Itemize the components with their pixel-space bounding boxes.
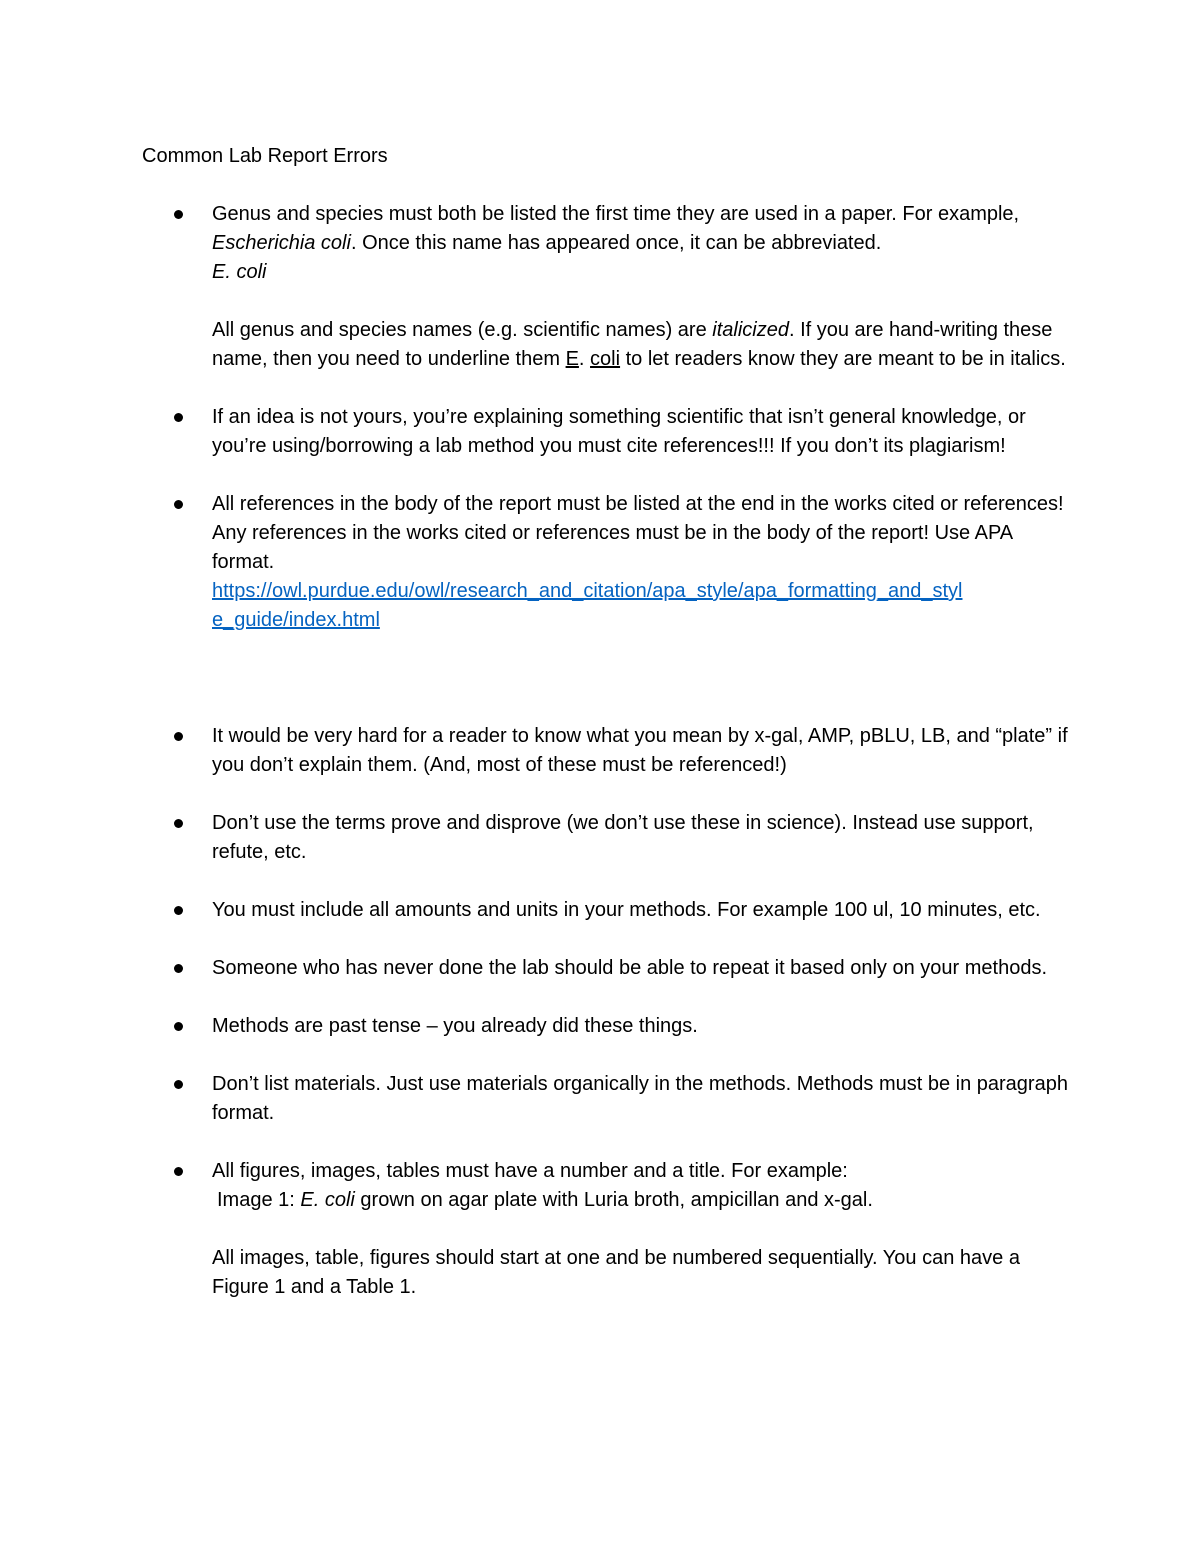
underlined-genus: E (565, 348, 579, 370)
figure-example (212, 1186, 1070, 1215)
references-text: All references in the body of the report must be listed at the end in the works cited or references! Any references in the works cited or references must be in the body of the report! Use APA format. (212, 493, 1064, 573)
italics-text-end: to let readers know they are meant to be in italics. (620, 348, 1066, 370)
list-item-amounts-units (0, 896, 1200, 925)
bullet-icon (174, 500, 183, 509)
prove-text: Don’t use the terms prove and disprove (we don’t use these in science). Instead use support, refute, etc. (212, 812, 1034, 863)
repeat-text: Someone who has never done the lab should be able to repeat it based only on your methods. (212, 957, 1048, 979)
bullet-icon (174, 1080, 183, 1089)
bullet-icon (174, 1022, 183, 1031)
bullet-icon (174, 964, 183, 973)
numbering-text: All images, table, figures should start at one and be numbered sequentially. You can have a Figure 1 and a Table 1. (212, 1247, 1020, 1298)
figure-example-caption: grown on agar plate with Luria broth, ampicillan and x-gal. (354, 1189, 873, 1211)
list-item-past-tense (0, 1012, 1200, 1041)
bullet-icon (174, 210, 183, 219)
bullet-icon (174, 906, 183, 915)
bullet-icon (174, 732, 183, 741)
bullet-icon (174, 819, 183, 828)
error-list (0, 200, 1200, 1331)
underlined-species: coli (590, 348, 621, 370)
apa-guide-link[interactable] (212, 577, 1070, 635)
abbreviations-text: It would be very hard for a reader to know what you mean by x-gal, AMP, pBLU, LB, and “plate” if you don’t explain them. (And, most of these must be referenced!) (212, 725, 1068, 776)
figure-example-label: Image 1: (217, 1189, 301, 1211)
italics-text: All genus and species names (e.g. scientific names) are (212, 319, 713, 341)
materials-text: Don’t list materials. Just use materials organically in the methods. Methods must be in paragraph format. (212, 1073, 1068, 1124)
figures-text: All figures, images, tables must have a number and a title. For example: (212, 1160, 848, 1182)
list-item-genus-species (0, 200, 1200, 374)
figure-example-organism: E. coli (300, 1189, 355, 1211)
list-item-cite-references (0, 403, 1200, 461)
apa-link-line-2: e_guide/index.html (212, 609, 380, 631)
list-item-materials (0, 1070, 1200, 1128)
bullet-icon (174, 1167, 183, 1176)
italics-paragraph (212, 316, 1070, 374)
list-item-figures (0, 1157, 1200, 1302)
list-item-prove-disprove (0, 809, 1200, 867)
cite-text: If an idea is not yours, you’re explaining something scientific that isn’t general knowledge, or you’re using/borrowing a lab method you must cite references!!! If you don’t its plagiarism! (212, 406, 1026, 457)
genus-text: Genus and species must both be listed the first time they are used in a paper. For example, (212, 203, 1020, 225)
bullet-icon (174, 413, 183, 422)
list-item-repeatable (0, 954, 1200, 983)
italics-word: italicized (712, 319, 789, 341)
underline-dot: . (578, 348, 591, 370)
genus-text-cont: . Once this name has appeared once, it can be abbreviated. (350, 232, 882, 254)
genus-paragraph (212, 200, 1070, 287)
genus-example-name: Escherichia coli (212, 232, 351, 254)
list-item-abbreviations (0, 722, 1200, 780)
list-item-references (0, 490, 1200, 635)
italics-text-cont: . If you are hand-writing these name, then you need to underline them (212, 319, 1053, 370)
page-title: Common Lab Report Errors (142, 145, 388, 167)
figures-paragraph (212, 1157, 1070, 1215)
references-paragraph (212, 490, 1070, 635)
tense-text: Methods are past tense – you already did these things. (212, 1015, 698, 1037)
genus-abbreviation: E. coli (212, 261, 267, 283)
amounts-text: You must include all amounts and units in your methods. For example 100 ul, 10 minutes, etc. (212, 899, 1041, 921)
apa-link-line-1: https://owl.purdue.edu/owl/research_and_citation/apa_style/apa_formatting_and_styl (212, 580, 963, 602)
